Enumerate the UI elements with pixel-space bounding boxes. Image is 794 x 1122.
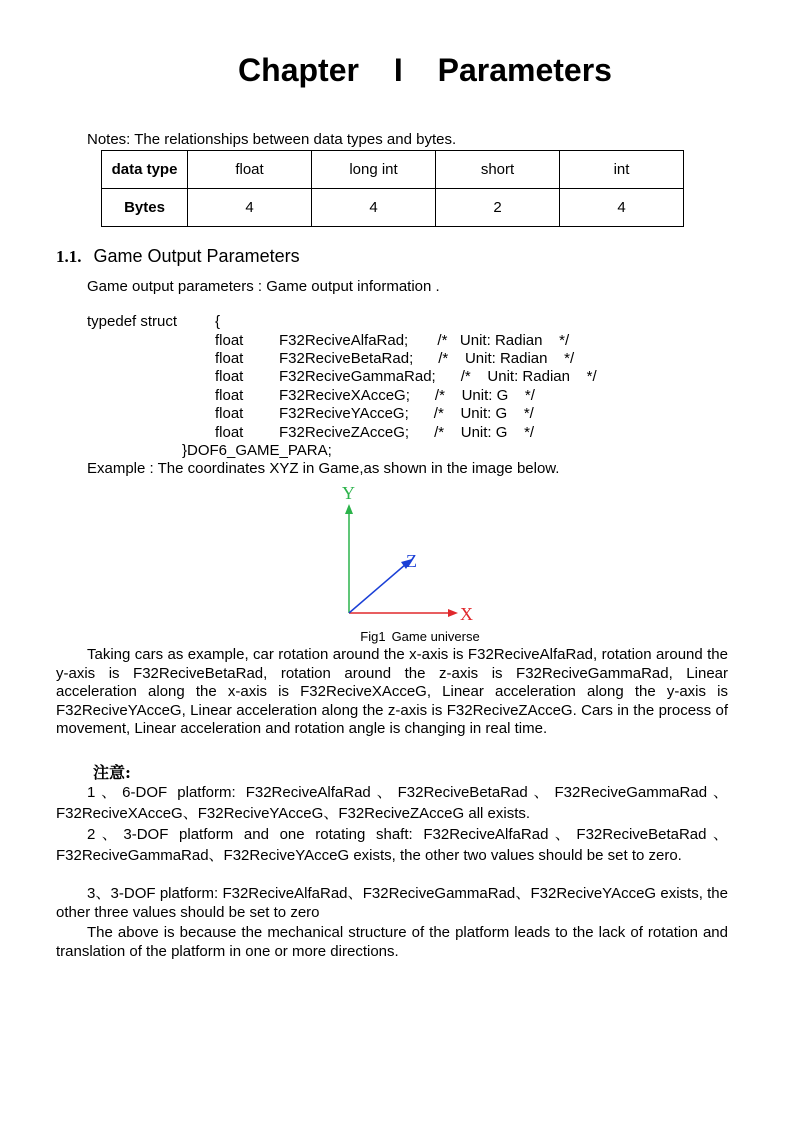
field-identifier: F32ReciveZAcceG;: [279, 424, 410, 441]
note-item-1: 1、6-DOF platform: F32ReciveAlfaRad、F32ReciveBetaRad、F32ReciveGammaRad、F32ReciveXAcceG、F32ReciveYAcceG、F32ReciveZAcceG all exists.: [56, 784, 728, 822]
field-type: float: [215, 424, 244, 441]
section-heading: [56, 246, 300, 267]
table-cell: 2: [436, 189, 560, 227]
z-axis-label: Z: [406, 551, 417, 571]
figure-caption: [0, 629, 794, 644]
field-comment: /* Unit: Radian */: [460, 368, 597, 385]
section-number: 1.1.: [56, 247, 82, 266]
x-axis-label: X: [460, 604, 473, 624]
struct-open: typedef struct: [87, 313, 178, 330]
field-type: float: [215, 368, 244, 385]
chapter-title: Parameters: [437, 52, 612, 88]
table-cell: 4: [560, 189, 684, 227]
field-identifier: F32ReciveAlfaRad;: [279, 332, 409, 349]
table-cell: data type: [102, 151, 188, 189]
field-identifier: F32ReciveYAcceG;: [279, 405, 409, 422]
z-axis-line: [349, 564, 406, 613]
figure-number: Fig1: [360, 629, 386, 644]
field-identifier: F32ReciveXAcceG;: [279, 387, 410, 404]
intro-text: Game output parameters : Game output information .: [87, 278, 440, 295]
field-comment: /* Unit: G */: [434, 387, 535, 404]
note-heading: 注意:: [93, 763, 131, 782]
field-identifier: F32ReciveBetaRad;: [279, 350, 414, 367]
table-row: [102, 189, 684, 227]
x-axis-arrow: [448, 609, 458, 617]
table-cell: 4: [312, 189, 436, 227]
data-type-table: [101, 150, 684, 227]
note-item-3: 3、3-DOF platform: F32ReciveAlfaRad、F32ReciveGammaRad、F32ReciveYAcceG exists, the other three values should be set to zero: [56, 885, 728, 921]
coordinate-figure: [330, 480, 490, 630]
note-item-2: 2、3-DOF platform and one rotating shaft: F32ReciveAlfaRad、F32ReciveBetaRad、F32ReciveGammaRad、F32ReciveYAcceG exists, the other two values should be set to zero.: [56, 826, 728, 864]
field-name: [279, 350, 574, 367]
field-comment: /* Unit: Radian */: [437, 332, 570, 349]
table-cell: float: [188, 151, 312, 189]
field-comment: /* Unit: G */: [433, 405, 534, 422]
chapter-label: Chapter I: [238, 52, 403, 88]
notes-text: Notes: The relationships between data types and bytes.: [87, 131, 457, 148]
field-name: [279, 368, 597, 385]
field-type: float: [215, 332, 244, 349]
field-identifier: F32ReciveGammaRad;: [279, 368, 436, 385]
field-type: float: [215, 387, 244, 404]
field-comment: /* Unit: Radian */: [438, 350, 575, 367]
field-name: [279, 332, 569, 349]
table-row: [102, 151, 684, 189]
table-cell: 4: [188, 189, 312, 227]
struct-close: }DOF6_GAME_PARA;: [182, 442, 332, 459]
section-title: Game Output Parameters: [93, 246, 300, 266]
struct-brace: {: [215, 313, 221, 330]
description-paragraph: Taking cars as example, car rotation around the x-axis is F32ReciveAlfaRad, rotation around the y-axis is F32ReciveBetaRad, rotation around the z-axis is F32ReciveGammaRad, Linear acceleration along the x-axis is F32ReciveXAcceG, Linear acceleration along the y-axis is F32ReciveYAcceG, Linear acceleration along the z-axis is F32ReciveZAcceG. Cars in the process of movement, Linear acceleration and rotation angle is changing in real time.: [56, 646, 728, 737]
table-cell: int: [560, 151, 684, 189]
table-cell: Bytes: [102, 189, 188, 227]
table-cell: long int: [312, 151, 436, 189]
example-text: Example : The coordinates XYZ in Game,as shown in the image below.: [87, 460, 560, 477]
figure-title: Game universe: [391, 629, 480, 644]
note-item-4: The above is because the mechanical structure of the platform leads to the lack of rotation and translation of the platform in one or more directions.: [56, 924, 728, 960]
y-axis-label: Y: [342, 483, 355, 503]
field-name: [279, 424, 534, 441]
field-type: float: [215, 405, 244, 422]
field-name: [279, 405, 534, 422]
table-cell: short: [436, 151, 560, 189]
field-type: float: [215, 350, 244, 367]
y-axis-arrow: [345, 504, 353, 514]
page-title: [0, 52, 794, 89]
field-comment: /* Unit: G */: [434, 424, 535, 441]
field-name: [279, 387, 535, 404]
